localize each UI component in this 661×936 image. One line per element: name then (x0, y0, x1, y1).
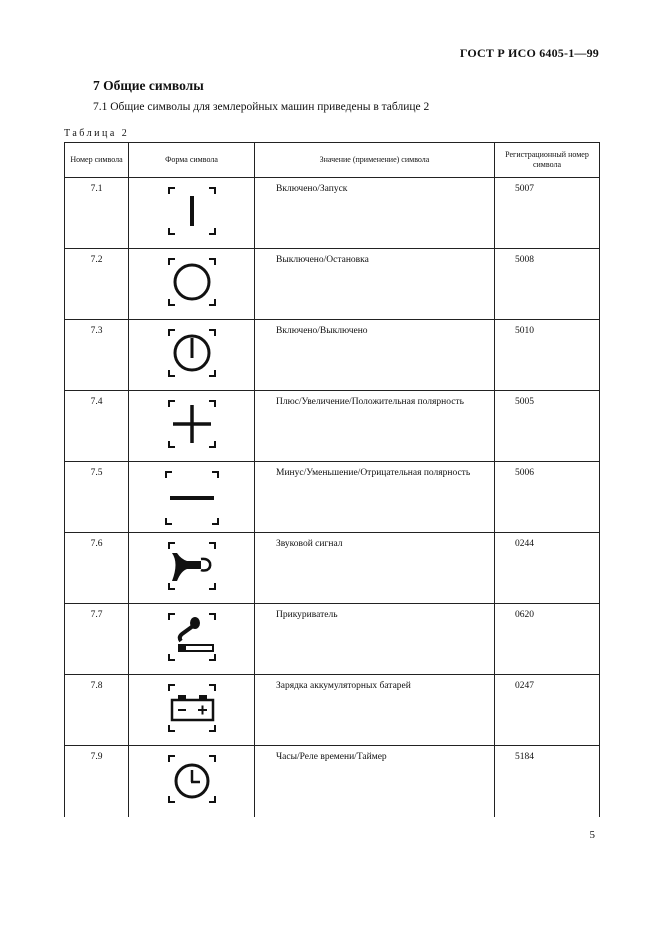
header-number: Номер символа (65, 143, 129, 178)
minus-icon (164, 470, 220, 526)
table-row (65, 604, 600, 675)
table-row (65, 533, 600, 604)
off-stop-icon (167, 257, 217, 307)
symbol-meaning: Выключено/Остановка (276, 255, 369, 265)
symbol-meaning: Звуковой сигнал (276, 539, 343, 549)
on-off-icon (167, 328, 217, 378)
intro-paragraph: 7.1 Общие символы для землеройных машин приведены в таблице 2 (93, 101, 430, 113)
registration-number: 5006 (495, 462, 600, 533)
symbol-number: 7.1 (65, 178, 129, 249)
symbols-table (64, 142, 600, 817)
section-title: 7 Общие символы (93, 78, 204, 93)
header-meaning: Значение (применение) символа (255, 143, 495, 178)
table-row (65, 675, 600, 746)
registration-number: 5184 (495, 746, 600, 817)
symbol-meaning: Плюс/Увеличение/Положительная полярность (276, 397, 464, 407)
symbol-number: 7.2 (65, 249, 129, 320)
table-row (65, 391, 600, 462)
registration-number: 5005 (495, 391, 600, 462)
symbol-number: 7.3 (65, 320, 129, 391)
symbol-meaning: Минус/Уменьшение/Отрицательная полярность (276, 468, 471, 478)
registration-number: 0247 (495, 675, 600, 746)
symbol-number: 7.8 (65, 675, 129, 746)
symbol-number: 7.6 (65, 533, 129, 604)
symbol-number: 7.7 (65, 604, 129, 675)
cigarette-lighter-icon (167, 612, 217, 662)
document-header: ГОСТ Р ИСО 6405-1—99 (459, 46, 599, 60)
symbol-number: 7.4 (65, 391, 129, 462)
symbol-meaning: Часы/Реле времени/Таймер (276, 752, 387, 762)
table-row (65, 178, 600, 249)
page-number: 5 (589, 829, 595, 841)
table-caption: Таблица 2 (64, 128, 130, 139)
registration-number: 5007 (495, 178, 600, 249)
registration-number: 0244 (495, 533, 600, 604)
registration-number: 5008 (495, 249, 600, 320)
registration-number: 0620 (495, 604, 600, 675)
symbol-number: 7.9 (65, 746, 129, 817)
table-row (65, 320, 600, 391)
header-registration: Регистрационный номер символа (495, 143, 600, 178)
table-row (65, 249, 600, 320)
on-start-icon (167, 186, 217, 236)
registration-number: 5010 (495, 320, 600, 391)
table-header-row (65, 143, 600, 178)
symbol-meaning: Включено/Выключено (276, 326, 368, 336)
plus-icon (167, 399, 217, 449)
battery-charging-icon (167, 683, 217, 733)
symbol-number: 7.5 (65, 462, 129, 533)
symbol-meaning: Прикуриватель (276, 610, 338, 620)
header-form: Форма символа (129, 143, 255, 178)
symbol-meaning: Включено/Запуск (276, 184, 348, 194)
table-row (65, 746, 600, 817)
clock-timer-icon (167, 754, 217, 804)
symbol-meaning: Зарядка аккумуляторных батарей (276, 681, 411, 691)
table-row (65, 462, 600, 533)
horn-icon (167, 541, 217, 591)
